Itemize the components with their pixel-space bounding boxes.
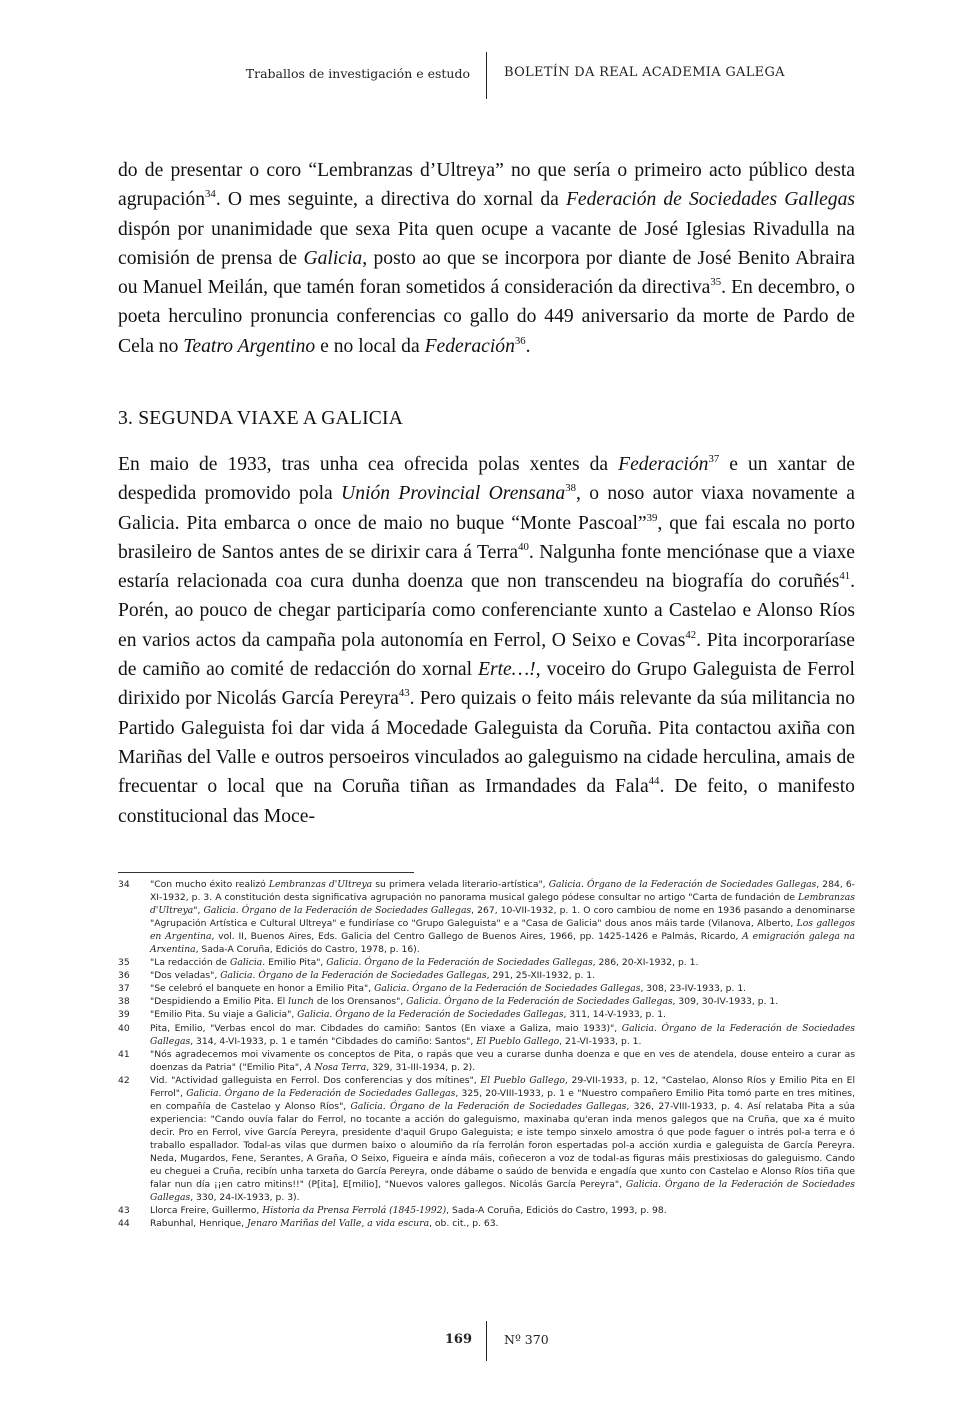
footnote-number: 41 — [118, 1048, 130, 1060]
footnote-number: 36 — [118, 970, 130, 982]
italic-text: El Pueblo Gallego — [480, 1074, 565, 1086]
footnote-text: Llorca Freire, Guillermo, Historia da Prensa Ferrolá (1845-1992), Sada-A Coruña, Ediciós do Castro, 1993, p. 98. — [150, 1205, 667, 1217]
footnote-38 — [118, 995, 855, 1008]
footnote-text: Vid. "Actividad galleguista en Ferrol. Dos conferencias y dos mítines", El Pueblo Gallego, 29-VII-1933, p. 12, "Castelao, Alonso Ríos y Emilio Pita en El Ferrol", Galicia. Órgano de la Federación de Sociedades Gallegas, 325, 20-VIII-1933, p. 1 e "Nuestro compañero Emilio Pita tomó parte en tres mitines, en compañía de Castelao y Alonso Ríos", Galicia. Órgano de la Federación de Sociedades Gallegas, 326, 27-VIII-1933, p. 4. Así relataba Pita a súa experiencia: "Cando ouvía falar do Ferrol, no tocante a acción do galeguismo, maxinaba qu'eran inda menos galegos que na Cruña, que xa é muito decir. Pro en Ferrol, vive García Pereyra, presidente d'aquil Grupo Galeguista; e iste tempo sinxelo amostra ó que pode faguer o intrés pol-a terra e ó traballo espallador. Todal-as vilas que durmen baixo o aloumiño da ría ferrolán foron espertadas pol-a acción xurdia e galeguista de García Pereyra. Neda, Mugardos, Fene, Serantes, A Graña, O Seixo, Figueira e aínda máis, coñeceron a voz de todal-as figuras máis prestixiosas do galeguismo. Cando eu cheguei a Cruña, recibín unha tarxeta do García Pereyra, onde dábame o saúdo de benvida e engadía que xunto con Castelao e Alonso Ríos tiña que falar nun día ¡¡en catro mitins!!" (P[ita], E[milio], "Nuevos valores gallegos. Nicolás García Pereyra", Galicia. Órgano de la Federación de Sociedades Gallegas, 330, 24-IX-1933, p. 3). — [150, 1074, 856, 1204]
running-header — [0, 52, 975, 102]
footnote-text: "La redacción de Galicia. Emilio Pita", Galicia. Órgano de la Federación de Sociedades Gallegas, 286, 20-XI-1932, p. 1. — [150, 957, 699, 969]
italic-text: Federación — [424, 335, 515, 357]
italic-text: Federación de Sociedades Gallegas — [565, 189, 855, 211]
italic-text: Galicia. Órgano de la Federación de Sociedades Gallegas — [150, 1179, 856, 1204]
footer-divider — [486, 1321, 487, 1361]
footnote-number: 38 — [118, 996, 130, 1008]
italic-text: Galicia. Órgano de la Federación de Sociedades Gallegas — [350, 1100, 627, 1112]
issue-number: Nº 370 — [504, 1332, 549, 1347]
footnote-reference: 43 — [398, 687, 410, 700]
body-paragraph-2 — [118, 450, 855, 831]
footnote-text: Rabunhal, Henrique, Jenaro Mariñas del Valle, a vida escura, ob. cit., p. 63. — [150, 1218, 499, 1230]
italic-text: Galicia. Órgano de la Federación de Sociedades Gallegas — [203, 905, 472, 917]
italic-text: A emigración galega na Arxentina — [150, 931, 856, 956]
paragraph-text: do de presentar o coro “Lembranzas d’Ultreya” no que sería o primeiro acto público desta agrupación$^{34}$. O mes seguinte, a directiva do xornal da Federación de Sociedades Gallegas dispón por unanimidade que sexa Pita quen ocupe a vacante de José Iglesias Rivadulla na comisión de prensa de Galicia, posto ao que se incorpora por diante de José Benito Abraira ou Manuel Meilán, que tamén foran sometidos á consideración da directiva$^{35}$. En decembro, o poeta herculino pronuncia conferencias co gallo do 449 aniversario da morte de Pardo de Cela no Teatro Argentino e no local da Federación$^{36}$. — [118, 160, 856, 357]
italic-text: Galicia. Órgano de la Federación de Sociedades Gallegas — [220, 970, 487, 982]
italic-text: Lembranzas d'Ultreya — [268, 879, 373, 890]
italic-text: Erte…! — [478, 659, 536, 681]
italic-text: Lembranzas d'Ultreya — [150, 892, 855, 917]
italic-text: Galicia — [230, 957, 263, 969]
footnote-number: 40 — [118, 1022, 130, 1034]
footnote-reference: 37 — [708, 452, 720, 465]
footnote-number: 44 — [118, 1218, 130, 1230]
italic-text: Los gallegos en Argentina — [150, 918, 855, 943]
italic-text: El Pueblo Gallego — [476, 1035, 560, 1047]
footnote-42 — [118, 1074, 855, 1204]
footnote-35 — [118, 956, 855, 969]
footnote-reference: 38 — [565, 482, 576, 495]
footnote-reference: 35 — [710, 276, 722, 289]
footnote-41 — [118, 1048, 855, 1074]
italic-text: Galicia. Órgano de la Federación de Sociedades Gallegas — [548, 879, 817, 890]
italic-text: Historia da Prensa Ferrolá (1845-1992) — [262, 1205, 447, 1217]
footnote-reference: 44 — [648, 775, 660, 788]
footnote-43 — [118, 1204, 855, 1217]
italic-text: A Nosa Terra — [304, 1061, 367, 1073]
footnote-39 — [118, 1008, 855, 1021]
footnote-number: 37 — [118, 983, 130, 995]
section-heading: 3. SEGUNDA VIAXE A GALICIA — [118, 408, 404, 429]
footnote-text: "Con mucho éxito realizó Lembranzas d'Ultreya su primera velada literario-artística", Galicia. Órgano de la Federación de Sociedades Gallegas, 284, 6-XI-1932, p. 3. A constitución desta significativa agrupación no panorama musical galego pódese consultar no artigo "Carta de fundación de Lembranzas d'Ultreya", Galicia. Órgano de la Federación de Sociedades Gallegas, 267, 10-VII-1932, p. 1. O coro cambiou de nome en 1936 pasando a denominarse "Agrupación Artística e Cultural Ultreya" e fundiríase co "Grupo Galeguista" e a "Casa de Galicia" dous anos máis tarde (Vilanova, Alberto, Los gallegos en Argentina, vol. II, Buenos Aires, Eds. Galicia del Centro Gallego de Buenos Aires, 1966, pp. 1425-1426 e Palmás, Ricardo, A emigración galega na Arxentina, Sada-A Coruña, Ediciós do Castro, 1978, p. 16). — [150, 879, 856, 956]
footnotes — [118, 878, 855, 1230]
page-number: 169 — [444, 1332, 472, 1347]
footnote-reference: 36 — [514, 334, 526, 347]
italic-text: Jenaro Mariñas del Valle, a vida escura — [247, 1218, 430, 1230]
footnote-text: "Despidiendo a Emilio Pita. El lunch de los Orensanos", Galicia. Órgano de la Federación de Sociedades Gallegas, 309, 30-IV-1933, p. 1. — [150, 996, 779, 1008]
italic-text: Galicia. Órgano de la Federación de Sociedades Gallegas — [297, 1009, 564, 1021]
footnote-number: 43 — [118, 1205, 130, 1217]
footnote-separator — [118, 872, 414, 873]
body-paragraph-1 — [118, 156, 855, 361]
italic-text: Teatro Argentino — [183, 335, 316, 357]
footnote-reference: 41 — [839, 570, 851, 583]
italic-text: Galicia. Órgano de la Federación de Sociedades Gallegas — [150, 1022, 855, 1047]
footnote-reference: 40 — [518, 540, 529, 553]
header-divider — [486, 52, 487, 99]
footnote-34 — [118, 878, 855, 956]
footnote-number: 39 — [118, 1009, 130, 1021]
italic-text: Galicia. Órgano de la Federación de Sociedades Gallegas — [326, 957, 593, 969]
footnote-number: 42 — [118, 1074, 130, 1086]
footnote-36 — [118, 969, 855, 982]
header-section-title: Traballos de investigación e estudo — [245, 66, 470, 81]
italic-text: Unión Provincial Orensana — [341, 483, 566, 505]
italic-text: Galicia. Órgano de la Federación de Sociedades Gallegas — [186, 1087, 456, 1099]
footnote-44 — [118, 1217, 855, 1230]
footnote-number: 35 — [118, 957, 130, 969]
footnote-number: 34 — [118, 879, 130, 890]
italic-text: Galicia — [303, 247, 363, 269]
footnote-text: "Se celebró el banquete en honor a Emilio Pita", Galicia. Órgano de la Federación de Sociedades Gallegas, 308, 23-IV-1933, p. 1. — [150, 983, 747, 995]
footnote-37 — [118, 982, 855, 995]
footnote-text: Pita, Emilio, "Verbas encol do mar. Cibdades do camiño: Santos (En viaxe a Galiza, maio 1933)", Galicia. Órgano de la Federación de Sociedades Gallegas, 314, 4-VI-1933, p. 1 e tamén "Cibdades do camiño: Santos", El Pueblo Gallego, 21-VI-1933, p. 1. — [150, 1022, 855, 1047]
italic-text: lunch — [288, 996, 314, 1008]
footnote-reference: 34 — [205, 188, 216, 201]
paragraph-text: En maio de 1933, tras unha cea ofrecida polas xentes da Federación$^{37}$ e un xantar de despedida promovido pola Unión Provincial Orensana$^{38}$, o noso autor viaxa novamente a Galicia. Pita embarca o once de maio no buque “Monte Pascoal”$^{39}$, que fai escala no porto brasileiro de Santos antes de se dirixir cara á Terra$^{40}$. Nalgunha fonte menciónase que a viaxe estaría relacionada coa cura dunha doenza que non transcendeu na biografía do coruñés$^{41}$. Porén, ao pouco de chegar participaría como conferenciante xunto a Castelao e Alonso Ríos en varios actos da campaña pola autonomía en Ferrol, O Seixo e Covas$^{42}$. Pita incorporaríase de camiño ao comité de redacción do xornal Erte…!, voceiro do Grupo Galeguista de Ferrol dirixido por Nicolás García Pereyra$^{43}$. Pero quizais o feito máis relevante da súa militancia no Partido Galeguista foi dar vida á Mocedade Galeguista da Coruña. Pita contactou axiña con Mariñas del Valle e outros persoeiros vinculados ao galeguismo na cidade herculina, amais de frecuentar o local que na Coruña tiñan as Irmandades da Fala$^{44}$. De feito, o manifesto constitucional das Moce- — [118, 452, 855, 827]
footnote-text: "Dos veladas", Galicia. Órgano de la Federación de Sociedades Gallegas, 291, 25-XII-1932, p. 1. — [150, 970, 596, 982]
italic-text: Galicia. Órgano de la Federación de Sociedades Gallegas — [374, 983, 641, 995]
italic-text: Galicia. Órgano de la Federación de Sociedades Gallegas — [406, 996, 673, 1008]
running-footer — [0, 1321, 975, 1361]
header-journal-title: BOLETÍN DA REAL ACADEMIA GALEGA — [504, 65, 785, 80]
footnote-text: "Emilio Pita. Su viaje a Galicia", Galicia. Órgano de la Federación de Sociedades Gallegas, 311, 14-V-1933, p. 1. — [150, 1009, 666, 1021]
footnote-text: "Nós agradecemos moi vivamente os conceptos de Pita, o rapás que veu a curarse dunha doenza e que en ves de atendela, douse enteiro a curar as doenzas da Patria" ("Emilio Pita", A Nosa Terra, 329, 31-III-1934, p. 2). — [150, 1048, 855, 1073]
italic-text: Federación — [618, 454, 709, 475]
footnote-reference: 39 — [646, 511, 658, 524]
footnote-reference: 42 — [685, 628, 697, 641]
footnote-40 — [118, 1022, 855, 1048]
